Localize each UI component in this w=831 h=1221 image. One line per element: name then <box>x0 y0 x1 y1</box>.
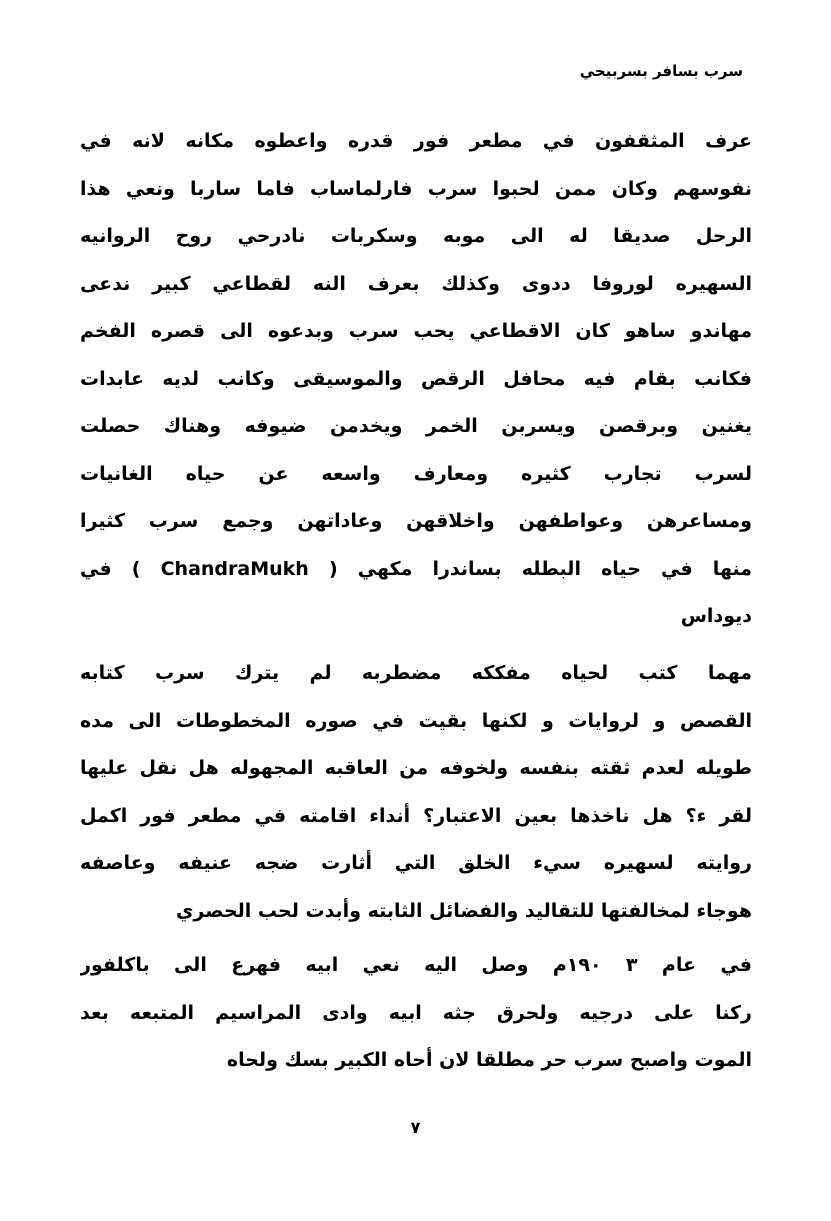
text-line: الموت واصبح سرب حر مطلقا لان أحاه الكبير بسك ولحاه <box>226 1049 752 1071</box>
paragraph-3 <box>80 942 752 1085</box>
text-line: ومساعرهن وعواطفهن واخلاقهن وعاداتهن وجمع سرب كثيرا <box>80 510 752 532</box>
text-line: ركنا على درجيه ولحرق جثه ابيه وادى المراسيم المتبعه بعد <box>80 1001 752 1024</box>
text-line: مهاندو ساهو كان الاقطاعي يحب سرب وبدعوه الى قصره الفخم <box>80 320 752 342</box>
text-line: عرف المثقفون في مطعر فور قدره واعطوه مكانه لانه في <box>80 130 752 152</box>
text-line: نفوسهم وكان ممن لحبوا سرب فارلماساب فاما ساربا ونعي هذا <box>80 177 752 200</box>
paragraph-2 <box>80 650 752 935</box>
text-line: روايته لسهيره سيء الخلق التي أثارت ضجه عنيفه وعاصفه <box>80 852 752 874</box>
text-line: في عام ٣ ١٩٠م وصل اليه نعي ابيه فهرع الى باكلفور <box>80 954 752 976</box>
text-line: القصص و لروايات و لكنها بقيت في صوره المخطوطات الى مده <box>80 709 752 732</box>
paragraph-1 <box>80 118 752 641</box>
running-header: سرب بسافر بسربيحي <box>579 62 743 80</box>
text-line: لقر ء؟ هل ناخذها بعين الاعتبار؟ أنداء اقامته في مطعر فور اكمل <box>80 804 752 827</box>
text-line: فكانب بقام فيه محافل الرقص والموسيقى وكانب لديه عابدات <box>80 367 752 390</box>
text-line: لسرب تجارب كثيره ومعارف واسعه عن حياه الغانيات <box>80 462 752 485</box>
text-line: السهيره لوروفا ددوى وكذلك بعرف النه لقطاعي كبير ندعى <box>80 272 752 295</box>
text-line: مهما كتب لحياه مفككه مضطربه لم يترك سرب كتابه <box>80 662 752 684</box>
text-line: هوجاء لمخالفتها للتقاليد والفضائل الثابته وأبدت لحب الحصري <box>176 899 752 922</box>
text-line: يغنين وبرقصن ويسربن الخمر ويخدمن ضيوفه وهناك حصلت <box>80 415 752 437</box>
text-line: طويله لعدم ثقته بنفسه ولخوفه من العاقبه المجهوله هل نقل عليها <box>80 757 752 779</box>
page-number: ٧ <box>410 1118 421 1137</box>
text-line: ديوداس <box>680 605 752 627</box>
text-line: منها في حياه البطله بساندرا مكهي ( ChandraMukh ) في <box>80 557 752 580</box>
text-line: الرحل صديقا له الى موبه وسكربات نادرحي روح الروانيه <box>80 225 752 247</box>
